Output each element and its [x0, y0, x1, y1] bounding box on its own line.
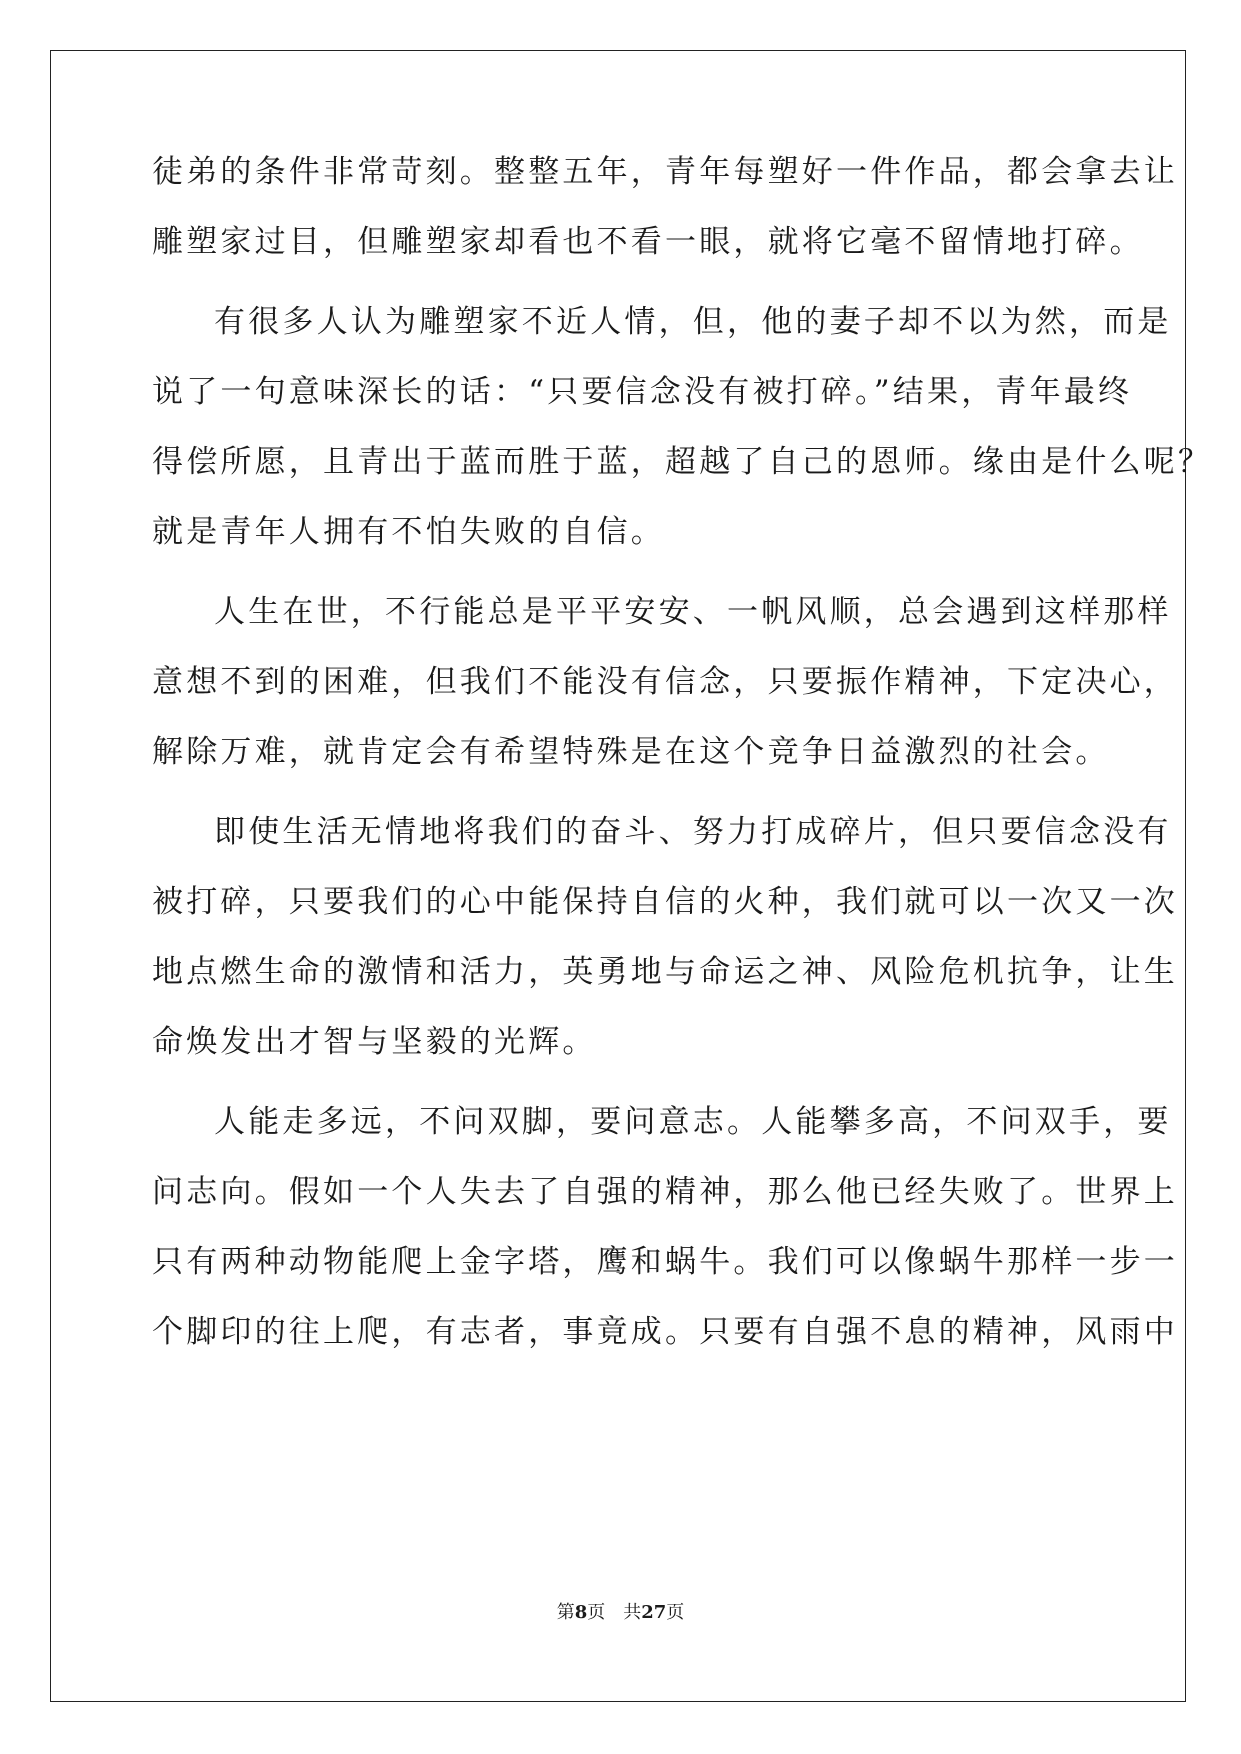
page-suffix: 页	[587, 1602, 606, 1623]
text-line: 命焕发出才智与坚毅的光辉。	[152, 1024, 597, 1060]
text-line: 解除万难，就肯定会有希望特殊是在这个竞争日益激烈的社会。	[152, 734, 1110, 770]
total-prefix: 共	[623, 1602, 642, 1623]
text-line: 说了一句意味深长的话：“只要信念没有被打碎。”结果，青年最终	[152, 374, 1133, 410]
page-footer	[0, 1598, 1241, 1624]
text-line: 徒弟的条件非常苛刻。整整五年，青年每塑好一件作品，都会拿去让	[152, 154, 1178, 190]
page-prefix: 第	[556, 1602, 575, 1623]
text-line: 雕塑家过目，但雕塑家却看也不看一眼，就将它毫不留情地打碎。	[152, 224, 1144, 260]
paragraph-first-line: 即使生活无情地将我们的奋斗、努力打成碎片，但只要信念没有	[214, 814, 1172, 850]
text-line: 意想不到的困难，但我们不能没有信念，只要振作精神，下定决心，	[152, 664, 1178, 700]
total-pages: 27	[641, 1602, 667, 1623]
text-line: 只有两种动物能爬上金字塔，鹰和蜗牛。我们可以像蜗牛那样一步一	[152, 1244, 1178, 1280]
text-line: 地点燃生命的激情和活力，英勇地与命运之神、风险危机抗争，让生	[152, 954, 1178, 990]
text-line: 就是青年人拥有不怕失败的自信。	[152, 514, 665, 550]
paragraph-first-line: 人能走多远，不问双脚，要问意志。人能攀多高，不问双手，要	[214, 1104, 1172, 1140]
text-line: 得偿所愿，且青出于蓝而胜于蓝，超越了自己的恩师。缘由是什么呢？	[152, 444, 1213, 480]
paragraph-first-line: 人生在世，不行能总是平平安安、一帆风顺，总会遇到这样那样	[214, 594, 1172, 630]
page-number: 8	[574, 1602, 588, 1623]
total-suffix: 页	[666, 1602, 685, 1623]
text-line: 问志向。假如一个人失去了自强的精神，那么他已经失败了。世界上	[152, 1174, 1178, 1210]
page-border	[50, 50, 1186, 1702]
text-line: 个脚印的往上爬，有志者，事竟成。只要有自强不息的精神，风雨中	[152, 1314, 1178, 1350]
text-line: 被打碎，只要我们的心中能保持自信的火种，我们就可以一次又一次	[152, 884, 1178, 920]
paragraph-first-line: 有很多人认为雕塑家不近人情，但，他的妻子却不以为然，而是	[214, 304, 1172, 340]
